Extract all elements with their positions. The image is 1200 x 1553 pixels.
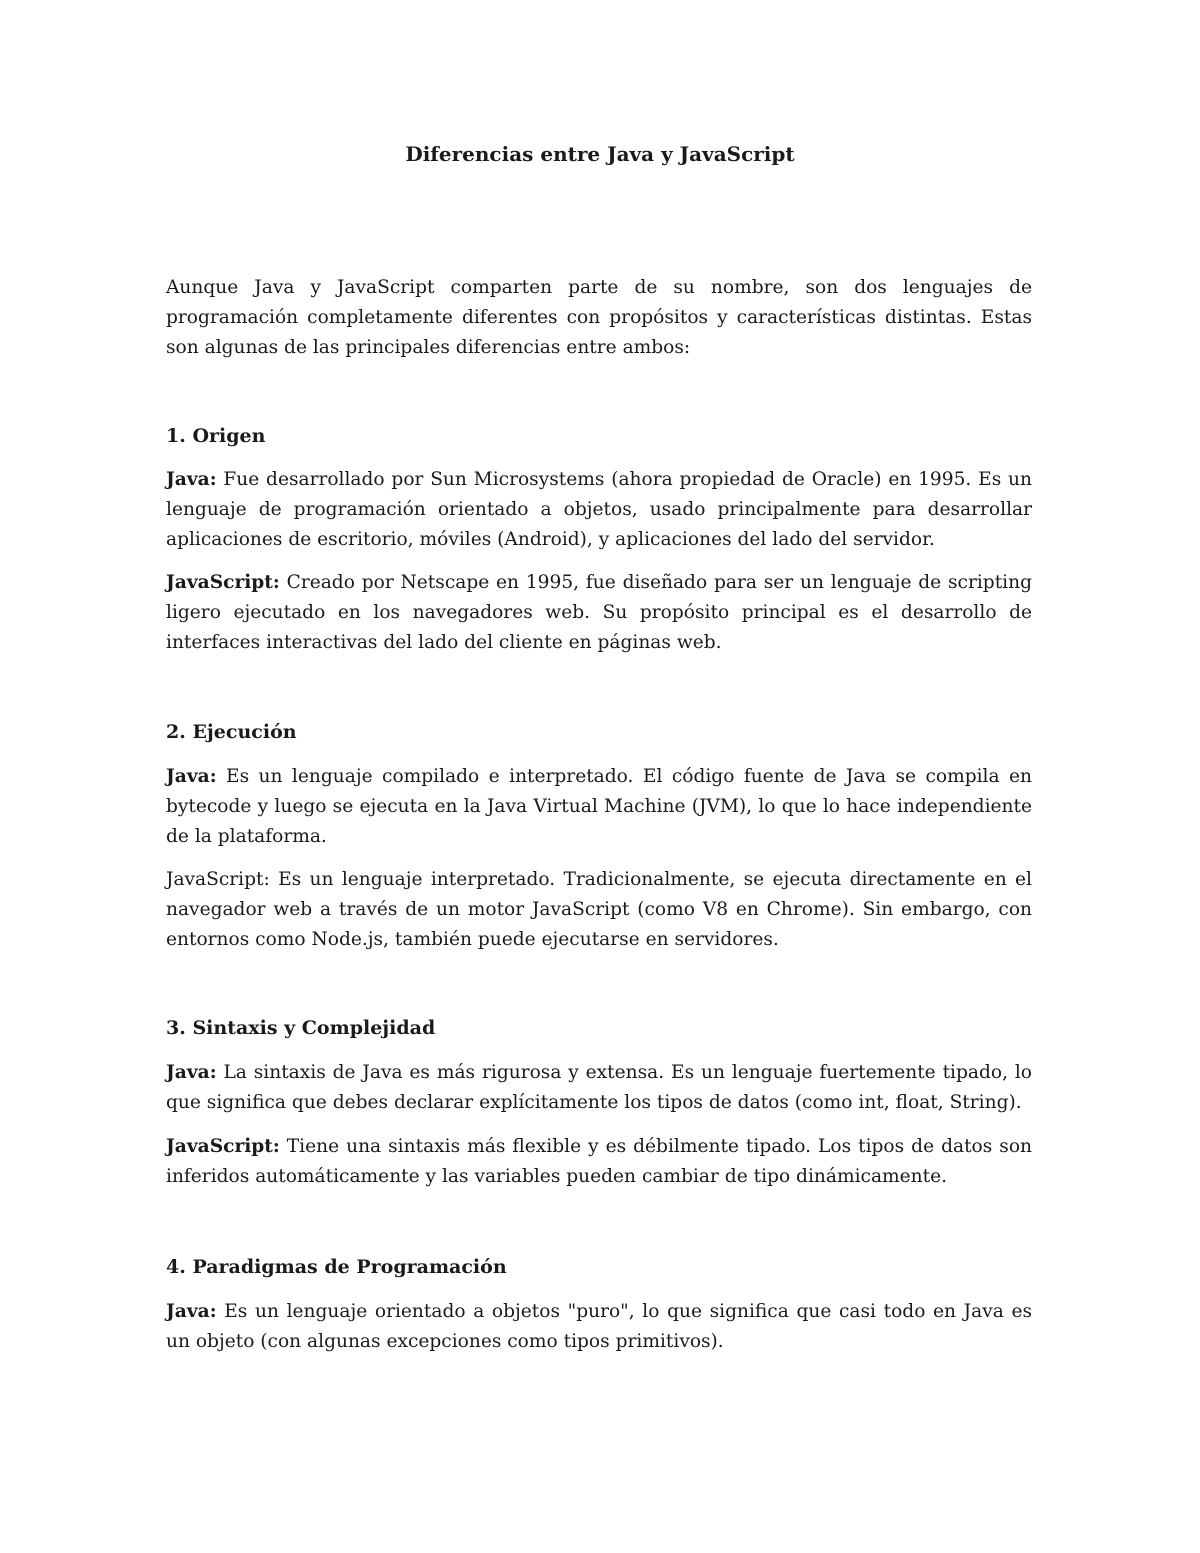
paragraph-paradigmas-java — [166, 1297, 1032, 1357]
paragraph-origen-java — [166, 465, 1032, 555]
section-heading-origen: 1. Origen — [166, 425, 266, 447]
term-label: Java: — [166, 469, 217, 490]
paragraph-sintaxis-java — [166, 1058, 1032, 1118]
section-heading-ejecucion: 2. Ejecución — [166, 721, 297, 743]
paragraph-text: Creado por Netscape en 1995, fue diseñado para ser un lenguaje de scripting ligero ejecutado en los navegadores web. Su propósito principal es el desarrollo de interfaces interactivas del lado del cliente en páginas web. — [166, 572, 1032, 653]
paragraph-text: Es un lenguaje compilado e interpretado. El código fuente de Java se compila en bytecode y luego se ejecuta en la Java Virtual Machine (JVM), lo que lo hace independiente de la plataforma. — [166, 766, 1032, 847]
term-label: Java: — [166, 766, 217, 787]
section-heading-paradigmas: 4. Paradigmas de Programación — [166, 1256, 507, 1278]
paragraph-sintaxis-javascript — [166, 1132, 1032, 1192]
intro-paragraph: Aunque Java y JavaScript comparten parte de su nombre, son dos lenguajes de programación completamente diferentes con propósitos y características distintas. Estas son algunas de las principales diferencias entre ambos: — [166, 277, 1032, 358]
document-title: Diferencias entre Java y JavaScript — [405, 142, 795, 166]
paragraph-text: JavaScript: Es un lenguaje interpretado. Tradicionalmente, se ejecuta directamente en el navegador web a través de un motor JavaScript (como V8 en Chrome). Sin embargo, con entornos como Node.js, también puede ejecutarse en servidores. — [166, 869, 1032, 950]
term-label: JavaScript: — [166, 572, 280, 593]
paragraph-text: Tiene una sintaxis más flexible y es débilmente tipado. Los tipos de datos son inferidos automáticamente y las variables pueden cambiar de tipo dinámicamente. — [166, 1136, 1032, 1187]
paragraph-origen-javascript — [166, 568, 1032, 658]
paragraph-text: Fue desarrollado por Sun Microsystems (ahora propiedad de Oracle) en 1995. Es un lenguaje de programación orientado a objetos, usado principalmente para desarrollar aplicaciones de escritorio, móviles (Android), y aplicaciones del lado del servidor. — [166, 469, 1032, 550]
paragraph-ejecucion-java — [166, 762, 1032, 852]
term-label: Java: — [166, 1301, 217, 1322]
paragraph-ejecucion-javascript — [166, 865, 1032, 955]
section-heading-sintaxis: 3. Sintaxis y Complejidad — [166, 1017, 436, 1039]
term-label: Java: — [166, 1062, 217, 1083]
paragraph-text: Es un lenguaje orientado a objetos "puro", lo que significa que casi todo en Java es un objeto (con algunas excepciones como tipos primitivos). — [166, 1301, 1032, 1352]
paragraph-text: La sintaxis de Java es más rigurosa y extensa. Es un lenguaje fuertemente tipado, lo que significa que debes declarar explícitamente los tipos de datos (como int, float, String). — [166, 1062, 1032, 1113]
term-label: JavaScript: — [166, 1136, 280, 1157]
